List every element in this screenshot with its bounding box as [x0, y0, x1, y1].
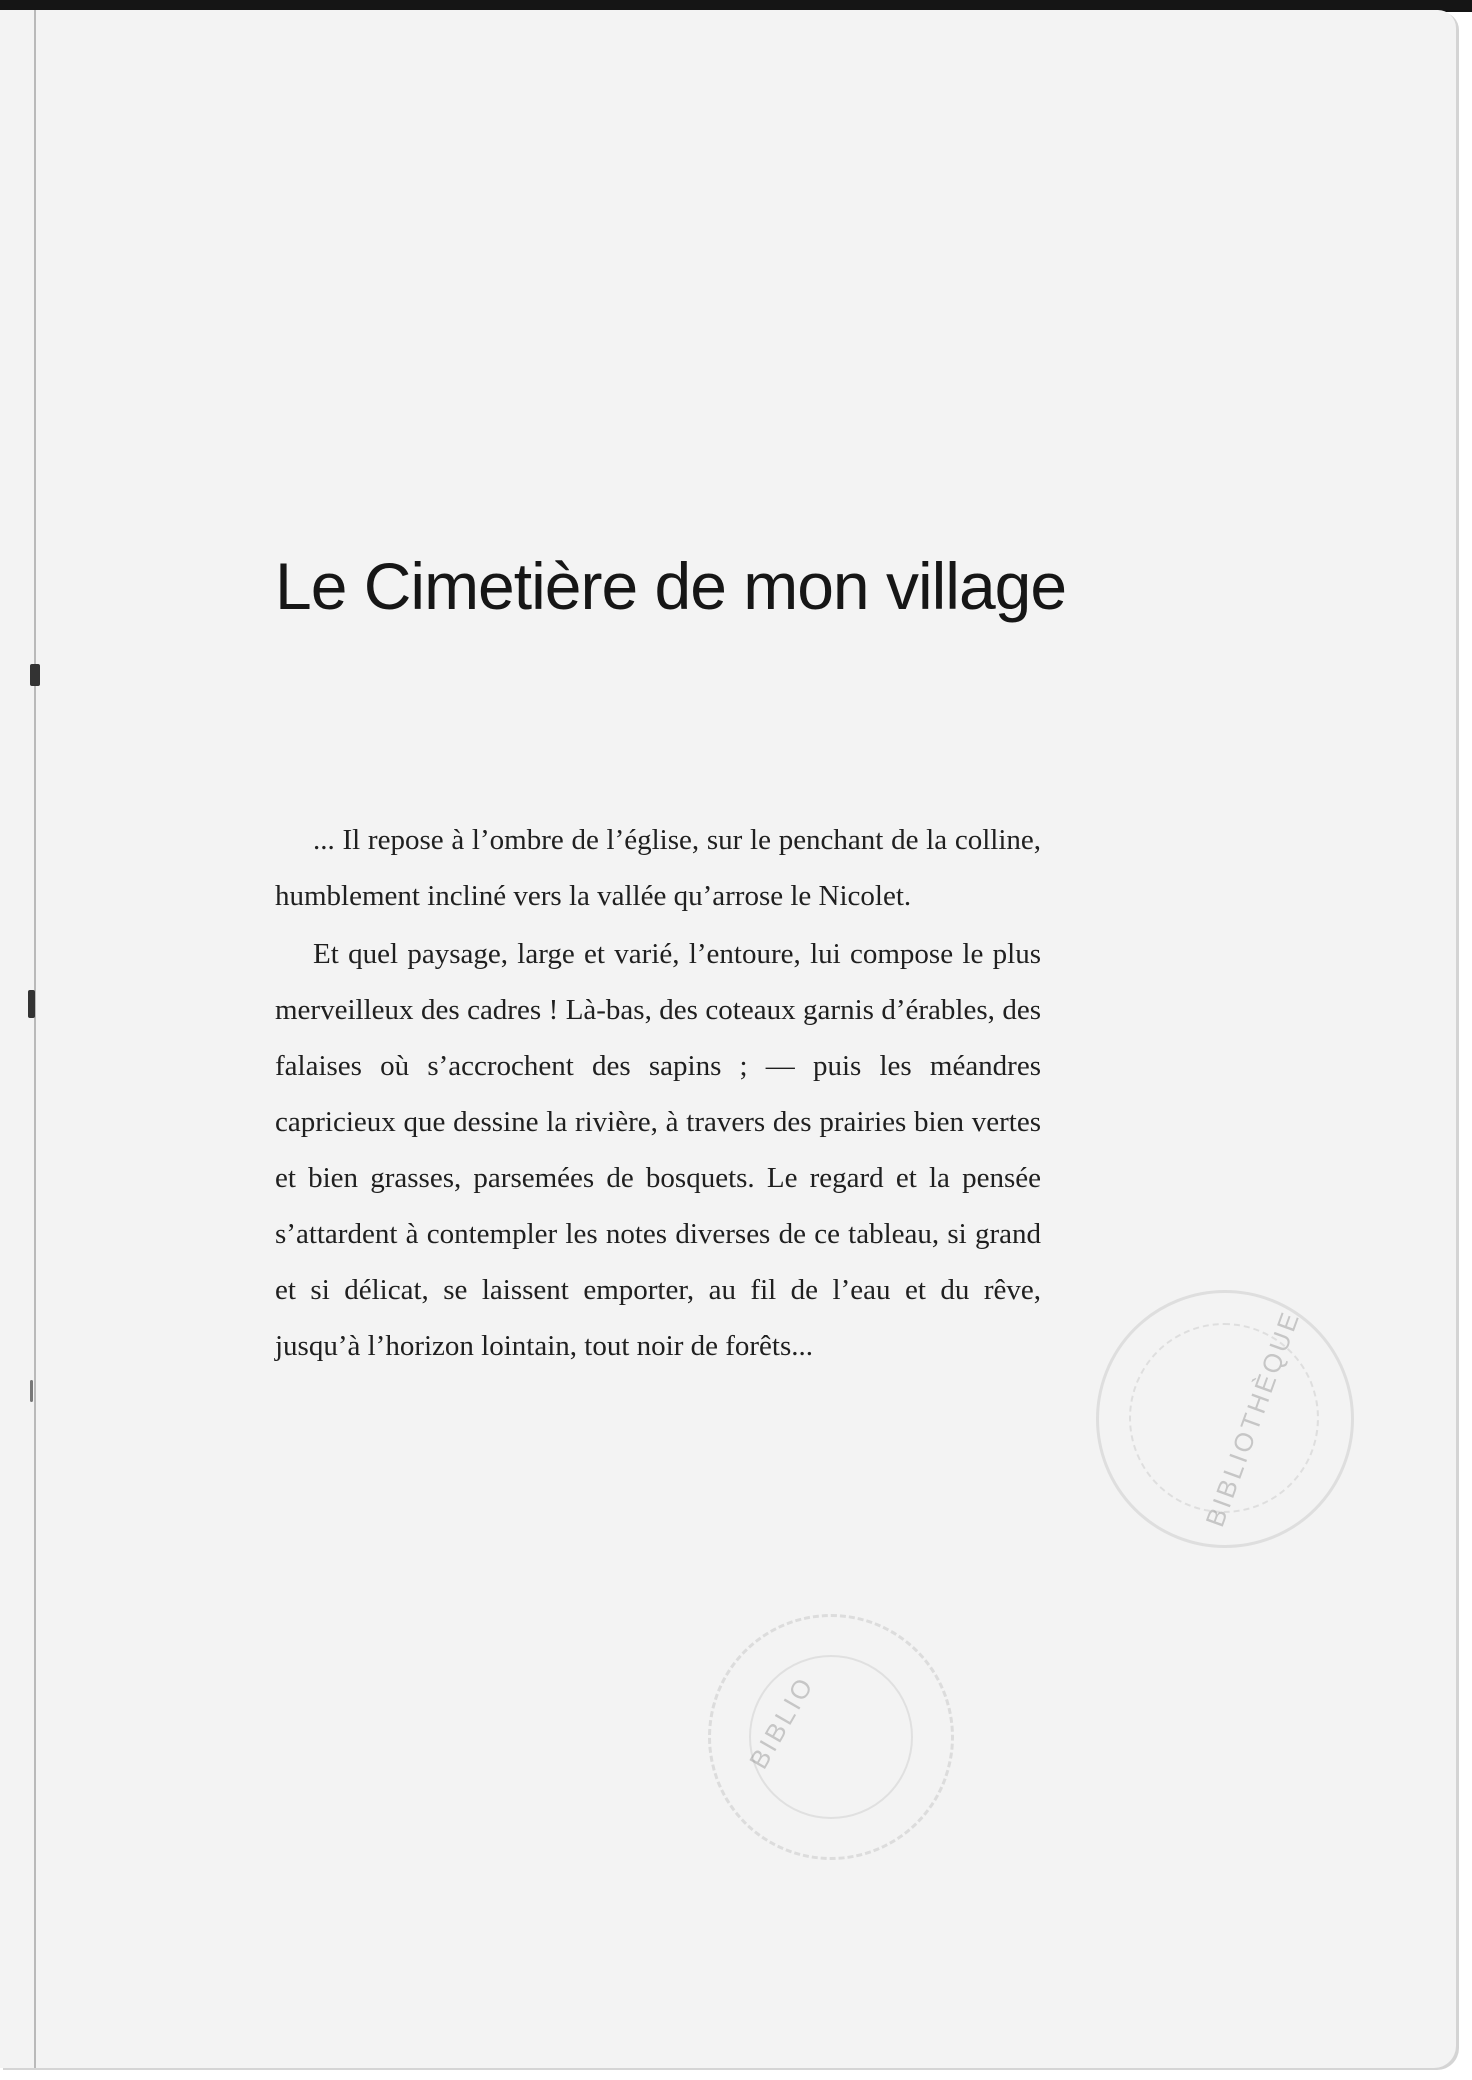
paragraph: ... Il repose à l’ombre de l’église, sur le penchant de la colline, humblement incliné vers la vallée qu’arrose le Nicolet. [275, 824, 1041, 912]
library-stamp [708, 1614, 954, 1860]
library-stamp [1096, 1290, 1354, 1548]
body-text [275, 812, 1041, 1376]
paragraph: Et quel paysage, large et varié, l’entoure, lui compose le plus merveilleux des cadres ! Là-bas, des coteaux garnis d’érables, des falaises où s’accrochent des sapins ; — puis les méandres capricieux que dessine la rivière, à travers des prairies bien vertes et bien grasses, parsemées de bosquets. Le regard et la pensée s’attardent à contempler les notes diverses de ce tableau, si grand et si délicat, se laissent emporter, au fil de l’eau et du rêve, jusqu’à l’horizon lointain, tout noir de forêts... [275, 938, 1041, 1362]
binding-mark [30, 1380, 33, 1402]
binding-mark [30, 664, 40, 686]
page-title: Le Cimetière de mon village [275, 549, 1067, 623]
stamp-text: BIBLIO [743, 1670, 820, 1774]
stamp-text: BIBLIOTHÈQUE [1199, 1306, 1306, 1531]
binding-mark [28, 990, 35, 1018]
page-spine-line [34, 10, 36, 2068]
